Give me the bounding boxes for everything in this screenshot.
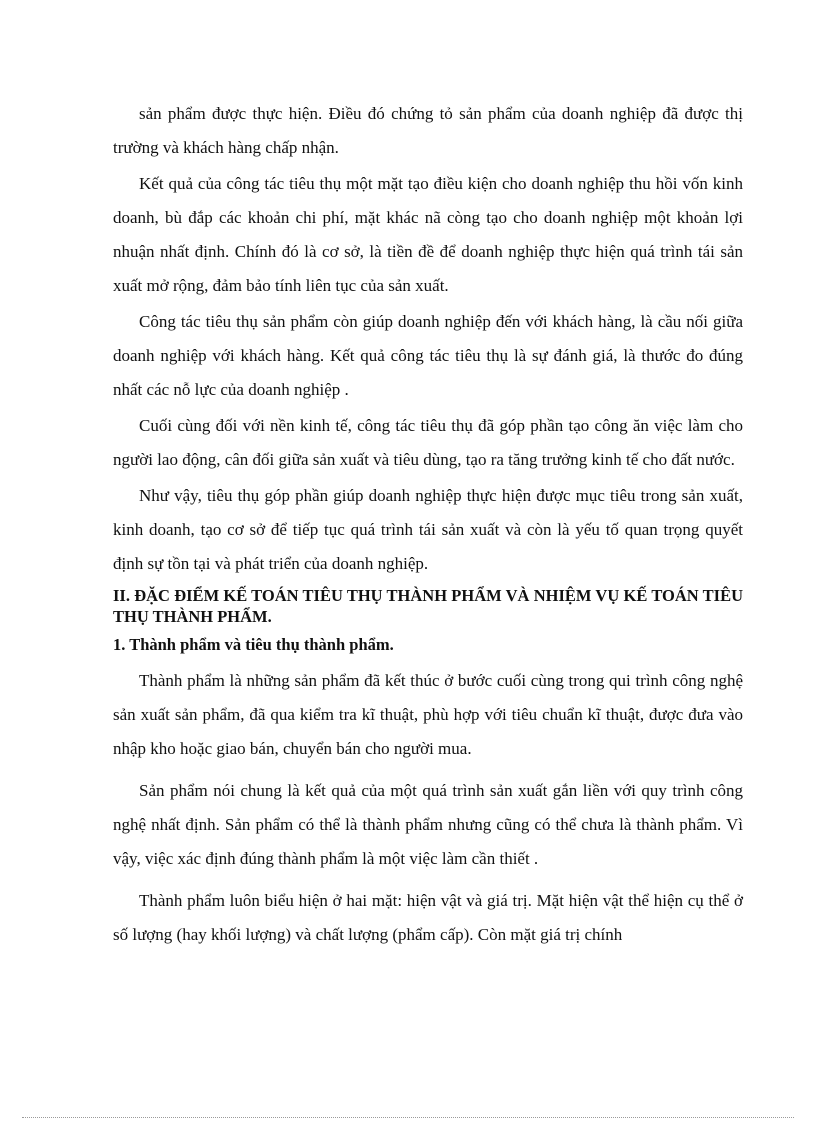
paragraph-two-aspects: Thành phẩm luôn biểu hiện ở hai mặt: hiện vật và giá trị. Mặt hiện vật thể hiện cụ thể ở số lượng (hay khối lượng) và chất lượng (phẩm cấp). Còn mặt giá trị chính <box>113 891 743 944</box>
section-heading-ii: II. ĐẶC ĐIỂM KẾ TOÁN TIÊU THỤ THÀNH PHẨM VÀ NHIỆM VỤ KẾ TOÁN TIÊU THỤ THÀNH PHẨM. <box>113 586 743 626</box>
document-page <box>113 97 743 952</box>
paragraph-economy: Cuối cùng đối với nền kinh tế, công tác tiêu thụ đã góp phần tạo công ăn việc làm cho người lao động, cân đối giữa sản xuất và tiêu dùng, tạo ra tăng trưởng kinh tế cho đất nước. <box>113 416 743 469</box>
paragraph-continuation: sản phẩm được thực hiện. Điều đó chứng tỏ sản phẩm của doanh nghiệp đã được thị trường và khách hàng chấp nhận. <box>113 104 743 157</box>
paragraph-sales-results: Kết quả của công tác tiêu thụ một mặt tạo điều kiện cho doanh nghiệp thu hồi vốn kinh doanh, bù đắp các khoản chi phí, mặt khác nã còng tạo cho doanh nghiệp một khoản lợi nhuận nhất định. Chính đó là cơ sở, là tiền đề để doanh nghiệp thực hiện quá trình tái sản xuất mở rộng, đảm bảo tính liên tục của sản xuất. <box>113 174 743 295</box>
page-bottom-rule <box>22 1117 794 1118</box>
paragraph-customer-bridge: Công tác tiêu thụ sản phẩm còn giúp doanh nghiệp đến với khách hàng, là cầu nối giữa doanh nghiệp với khách hàng. Kết quả công tác tiêu thụ là sự đánh giá, là thước đo đúng nhất các nỗ lực của doanh nghiệp . <box>113 312 743 399</box>
subsection-heading-1: 1. Thành phẩm và tiêu thụ thành phẩm. <box>113 635 394 654</box>
paragraph-product-general: Sản phẩm nói chung là kết quả của một quá trình sản xuất gắn liền với quy trình công nghệ nhất định. Sản phẩm có thể là thành phẩm nhưng cũng có thể chưa là thành phẩm. Vì vậy, việc xác định đúng thành phẩm là một việc làm cần thiết . <box>113 781 743 868</box>
paragraph-summary: Như vậy, tiêu thụ góp phần giúp doanh nghiệp thực hiện được mục tiêu trong sản xuất, kinh doanh, tạo cơ sở để tiếp tục quá trình tái sản xuất và còn là yếu tố quan trọng quyết định sự tồn tại và phát triển của doanh nghiệp. <box>113 486 743 573</box>
paragraph-finished-product-definition: Thành phẩm là những sản phẩm đã kết thúc ở bước cuối cùng trong qui trình công nghệ sản xuất sản phẩm, đã qua kiểm tra kĩ thuật, phù hợp với tiêu chuẩn kĩ thuật, được đưa vào nhập kho hoặc giao bán, chuyển bán cho người mua. <box>113 671 743 758</box>
